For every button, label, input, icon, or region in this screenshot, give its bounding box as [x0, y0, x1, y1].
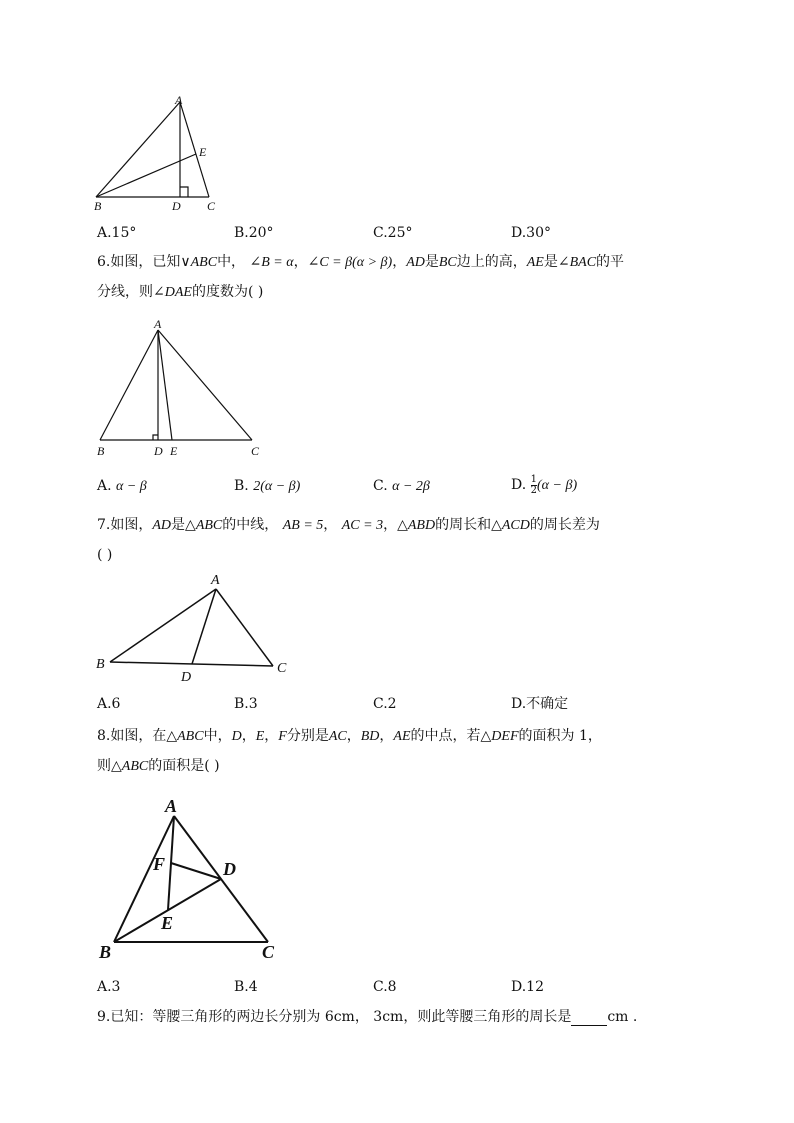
q5-option-c: C.25°: [373, 225, 413, 241]
q5-label-a: A: [175, 93, 183, 107]
q6-label-d: D: [154, 444, 163, 458]
q5-option-b: B.20°: [234, 225, 274, 241]
q6-line-1: 6.如图，已知∨ABC中， ∠B = α，∠C = β(α > β)，AD是BC边上的高，AE是∠BAC的平: [97, 254, 625, 270]
q8-line-2: 则△ABC的面积是( ): [97, 758, 220, 774]
q6-line-2: 分线，则∠DAE的度数为( ): [97, 284, 264, 300]
q6-bisector-ae: [158, 330, 172, 440]
q7-label-d: D: [181, 670, 192, 685]
q6-label-c: C: [251, 444, 260, 458]
q6-option-d-fraction: $\frac{1}{2}$: [530, 473, 538, 496]
q7-option-a: A.6: [97, 696, 121, 712]
q7-side-bc: [110, 662, 273, 666]
q6-option-d: D. $\frac{1}{2}$ (α − β): [511, 473, 578, 496]
q6-option-b: B. 2(α − β): [234, 478, 301, 494]
q5-segment-be: [96, 154, 196, 197]
q8-line-1: 8.如图，在△ABC中，D，E，F分别是AC，BD，AE的中点，若△DEF的面积为 1，: [97, 728, 602, 744]
q8-segment-fd: [171, 863, 221, 879]
q7-label-c: C: [277, 661, 287, 676]
q7-side-ab: [110, 589, 216, 662]
q9-line: 9.已知：等腰三角形的两边长分别为 6cm， 3cm，则此等腰三角形的周长是 cm .: [97, 1009, 638, 1025]
q6-label-b: B: [97, 444, 105, 458]
q7-side-ac: [216, 589, 273, 666]
q6-option-c: C. α − 2β: [373, 478, 430, 494]
q6-right-angle-mark: [153, 435, 158, 440]
q6-side-ac: [158, 330, 252, 440]
q8-label-b: B: [99, 942, 112, 962]
q7-label-b: B: [96, 657, 105, 672]
q5-side-ab: [96, 102, 180, 197]
q5-option-a: A.15°: [97, 225, 137, 241]
q5-right-angle-mark: [180, 187, 188, 197]
q8-option-c: C.8: [373, 979, 397, 995]
q6-label-e: E: [170, 444, 178, 458]
q7-option-d: D.不确定: [511, 696, 569, 712]
q7-figure: [90, 568, 300, 686]
q7-option-b: B.3: [234, 696, 258, 712]
q7-line-1: 7.如图，AD是△ABC的中线， AB = 5， AC = 3，△ABD的周长和△ACD的周长差为: [97, 517, 600, 533]
q8-option-b: B.4: [234, 979, 258, 995]
q8-option-d: D.12: [511, 979, 544, 995]
q7-label-a: A: [211, 573, 220, 588]
q5-label-d: D: [172, 199, 181, 213]
q8-label-f: F: [153, 854, 166, 874]
q7-median-ad: [192, 589, 216, 664]
q5-option-d: D.30°: [511, 225, 551, 241]
q8-option-a: A.3: [97, 979, 121, 995]
q8-label-c: C: [262, 942, 275, 962]
q7-line-2: ( ): [97, 547, 113, 563]
q6-side-ab: [100, 330, 158, 440]
q6-figure: [90, 312, 270, 462]
q8-label-e: E: [161, 913, 174, 933]
q8-label-d: D: [223, 859, 236, 879]
q5-label-b: B: [94, 199, 102, 213]
q7-option-c: C.2: [373, 696, 397, 712]
q5-label-e: E: [199, 145, 207, 159]
q6-option-a: A. α − β: [97, 478, 147, 494]
q8-label-a: A: [165, 796, 178, 816]
q9-answer-blank[interactable]: [571, 1011, 607, 1026]
q6-label-a: A: [154, 317, 162, 331]
q8-figure: [90, 790, 290, 965]
q5-figure: [88, 90, 228, 216]
q5-label-c: C: [207, 199, 216, 213]
